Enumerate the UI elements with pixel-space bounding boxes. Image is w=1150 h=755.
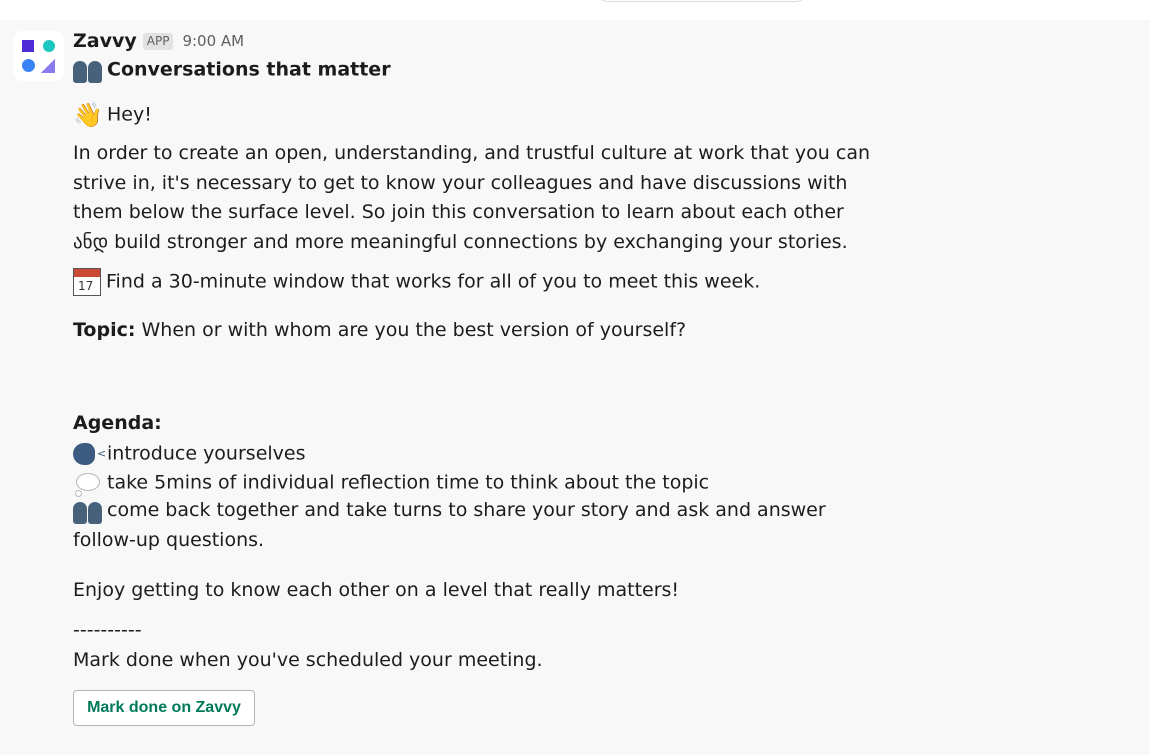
avatar-dot-shape — [22, 59, 35, 72]
agenda-item-text: introduce yourselves — [107, 442, 306, 465]
message-time[interactable]: 9:00 AM — [182, 32, 245, 50]
schedule-line — [73, 268, 760, 296]
speaking-head-icon: < — [73, 441, 103, 467]
people-icon — [73, 498, 103, 524]
app-badge: APP — [143, 33, 174, 50]
avatar-triangle-shape — [41, 59, 55, 73]
mark-note-text: Mark done when you've scheduled your meeting. — [73, 649, 543, 671]
message-header — [73, 29, 244, 53]
agenda-item-text: come back together and take turns to share your story and ask and answer follow-up questions. — [73, 499, 826, 551]
topic-label: Topic: — [73, 319, 136, 341]
top-search-pill[interactable] — [596, 0, 808, 2]
schedule-text: Find a 30-minute window that works for all of you to meet this week. — [106, 270, 761, 293]
agenda-label: Agenda: — [73, 412, 162, 434]
agenda-item — [73, 496, 863, 555]
calendar-day: 17 — [78, 279, 94, 293]
people-icon — [73, 57, 103, 83]
avatar-square-shape — [22, 40, 34, 52]
divider-text: ---------- — [73, 619, 142, 641]
thought-balloon-icon — [73, 470, 103, 496]
closing-text: Enjoy getting to know each other on a level that really matters! — [73, 579, 680, 601]
top-bar — [0, 0, 1150, 20]
message-area — [0, 20, 1150, 755]
message-title — [73, 57, 391, 83]
avatar-circle-shape — [43, 40, 55, 52]
agenda-item — [73, 441, 306, 467]
greeting-line — [73, 101, 152, 129]
app-avatar[interactable] — [14, 31, 64, 81]
message-title-text: Conversations that matter — [107, 58, 391, 81]
mark-done-button[interactable]: Mark done on Zavvy — [73, 690, 255, 726]
topic-text: When or with whom are you the best version of yourself? — [141, 319, 687, 341]
waving-hand-icon: 👋 — [73, 101, 103, 129]
sender-name[interactable]: Zavvy — [73, 30, 137, 52]
agenda-item-text: take 5mins of individual reflection time to think about the topic — [107, 471, 710, 494]
calendar-icon — [73, 268, 101, 296]
topic-line — [73, 318, 686, 342]
agenda-item — [73, 470, 709, 496]
greeting-text: Hey! — [107, 103, 152, 126]
intro-paragraph: In order to create an open, understanding, and trustful culture at work that you can strive in, it's necessary to get to know your colleagues and have discussions with them below the surface level. So join this conversation to learn about each other ანდ build stronger and more meaningful connections by exchanging your stories. — [73, 142, 870, 253]
